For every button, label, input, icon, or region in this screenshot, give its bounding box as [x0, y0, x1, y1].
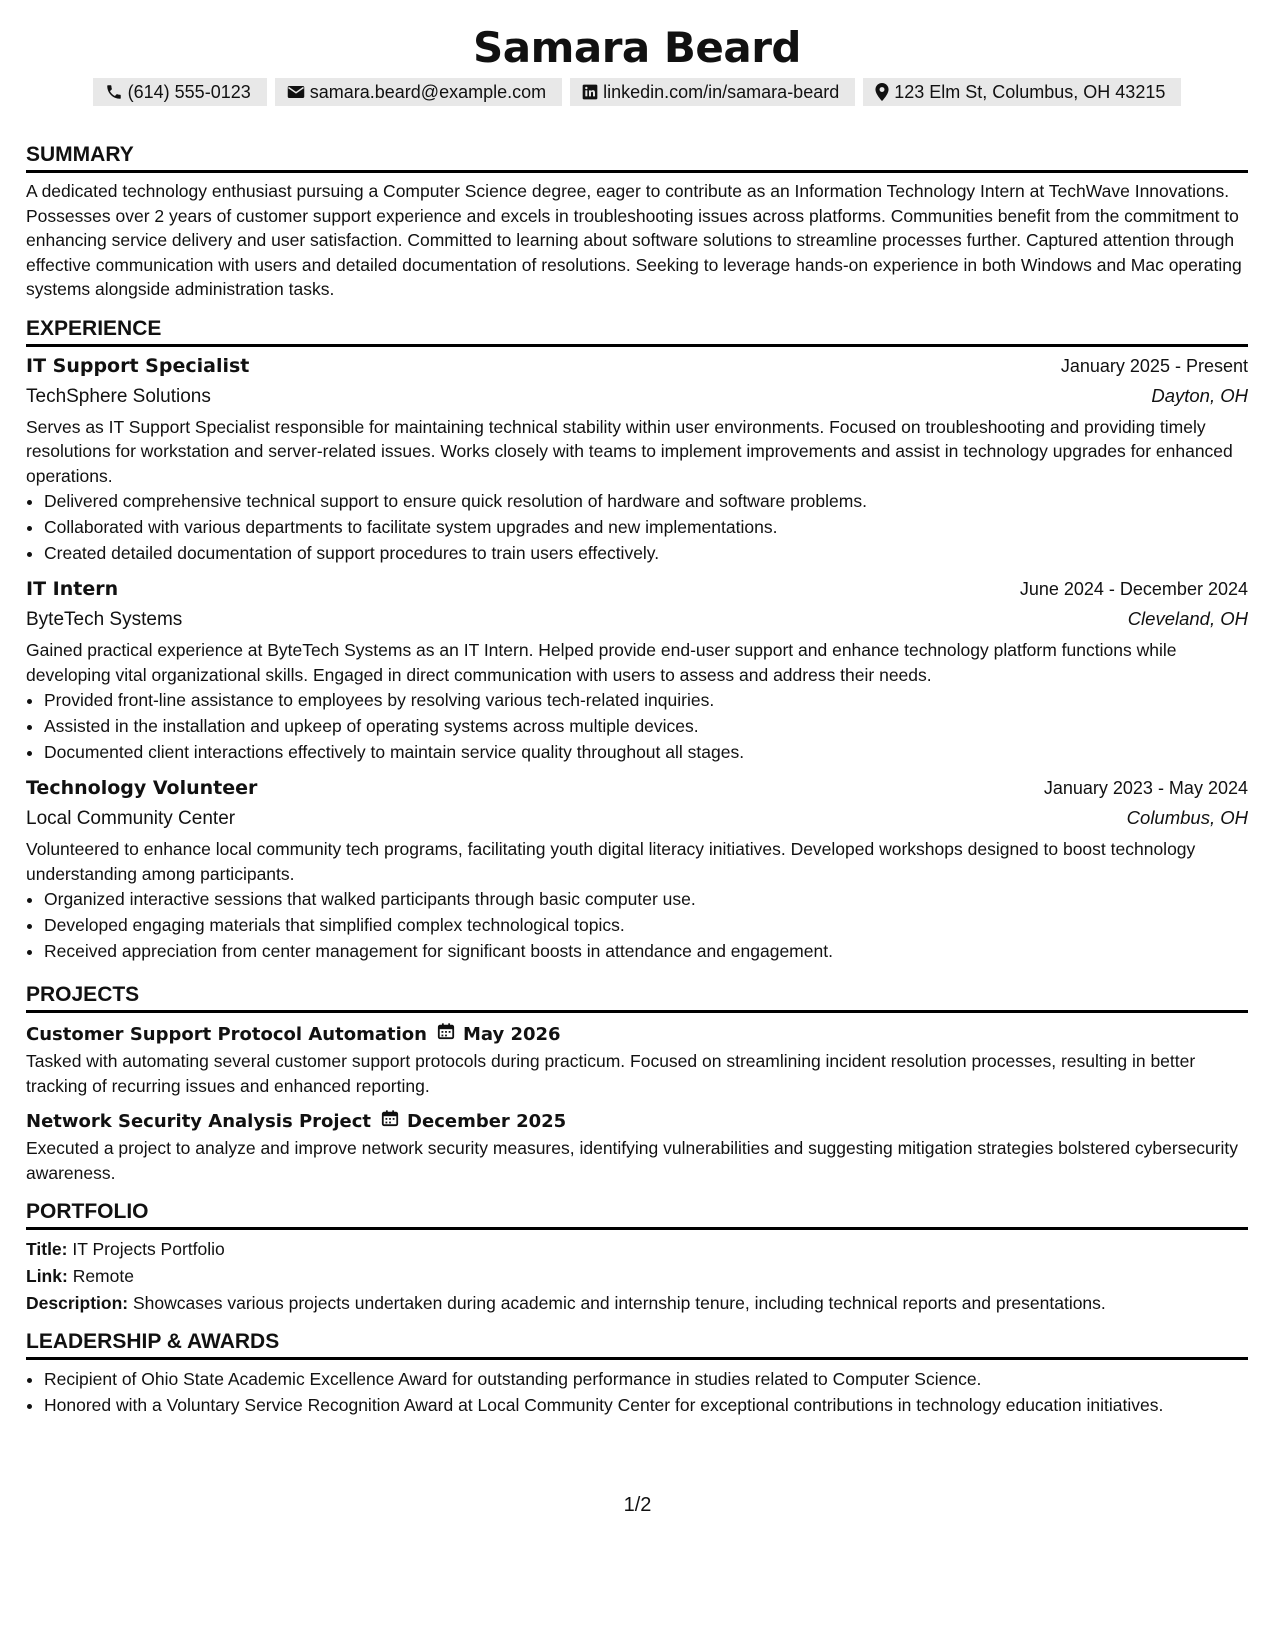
job-location: Cleveland, OH — [1127, 608, 1248, 629]
project-description: Executed a project to analyze and improve network security measures, identifying vulnerabilities and suggesting mitigation strategies bolstered cybersecurity awareness. — [26, 1138, 1239, 1183]
list-item: • Documented client interactions effectively to maintain service quality throughout all stages. — [44, 739, 1248, 765]
list-item: • Collaborated with various departments to facilitate system upgrades and new implementations. — [44, 514, 1248, 540]
section-title-experience: EXPERIENCE — [26, 316, 1248, 347]
page-number: 1/2 — [623, 1494, 652, 1516]
list-item: • Received appreciation from center management for significant boosts in attendance and engagement. — [44, 938, 1248, 964]
portfolio-link-row — [26, 1263, 1248, 1290]
contact-address — [863, 78, 1181, 106]
project-name: Customer Support Protocol Automation — [26, 1024, 427, 1045]
calendar-icon — [437, 1021, 455, 1049]
contact-linkedin[interactable] — [570, 78, 855, 106]
list-item: • Organized interactive sessions that walked participants through basic computer use. — [44, 886, 1248, 912]
list-item: • Developed engaging materials that simplified complex technological topics. — [44, 912, 1248, 938]
job-dates: June 2024 - December 2024 — [1019, 579, 1248, 599]
job-bullets — [26, 687, 1248, 765]
envelope-icon — [287, 84, 305, 100]
map-pin-icon — [875, 83, 889, 101]
portfolio-title-row — [26, 1236, 1248, 1263]
job-entry — [26, 574, 1248, 765]
portfolio-title-value: IT Projects Portfolio — [72, 1239, 225, 1259]
candidate-name: Samara Beard — [473, 23, 801, 72]
job-title: IT Support Specialist — [26, 354, 250, 377]
calendar-icon — [381, 1108, 399, 1136]
projects-section — [26, 982, 1248, 1185]
list-item: • Honored with a Voluntary Service Recognition Award at Local Community Center for exceptional contributions in technology education initiatives. — [44, 1392, 1248, 1418]
job-company: Local Community Center — [26, 808, 236, 829]
phone-text: (614) 555-0123 — [127, 82, 251, 102]
portfolio-description-label: Description: — [26, 1293, 129, 1313]
job-dates: January 2023 - May 2024 — [1043, 778, 1248, 798]
portfolio-description-value: Showcases various projects undertaken during academic and internship tenure, including technical reports and presentations. — [132, 1293, 1106, 1313]
job-description: Serves as IT Support Specialist responsible for maintaining technical stability within user environments. Focused on troubleshooting and providing timely resolutions for workstation and server-related issues. Works closely with teams to implement improvements and assist in technology upgrades for enhanced operations. — [26, 416, 1233, 486]
job-location: Dayton, OH — [1151, 384, 1248, 406]
experience-section — [26, 316, 1248, 965]
job-dates: January 2025 - Present — [1060, 355, 1248, 376]
portfolio-link-label: Link: — [26, 1266, 68, 1286]
job-location: Columbus, OH — [1126, 807, 1248, 828]
portfolio-link-value[interactable]: Remote — [72, 1266, 134, 1286]
contact-bar — [26, 78, 1248, 106]
list-item: • Created detailed documentation of support procedures to train users effectively. — [44, 540, 1248, 566]
contact-email[interactable] — [275, 78, 562, 106]
section-title-projects: PROJECTS — [26, 982, 1248, 1013]
portfolio-description-row — [26, 1290, 1248, 1317]
address-text: 123 Elm St, Columbus, OH 43215 — [894, 82, 1166, 102]
phone-icon — [105, 83, 123, 101]
linkedin-text: linkedin.com/in/samara-beard — [603, 82, 840, 102]
summary-text: A dedicated technology enthusiast pursuing a Computer Science degree, eager to contribute as an Information Technology Intern at TechWave Innovations. Possesses over 2 years of customer support experience and excels in troubleshooting issues across platforms. Communities benefit from the commitment to enhancing service delivery and user satisfaction. Committed to learning about software solutions to streamline processes further. Captured attention through effective communication with users and detailed documentation of resolutions. Seeking to leverage hands-on experience in both Windows and Mac operating systems alongside administration tasks. — [26, 181, 1242, 299]
project-entry — [26, 1021, 1248, 1098]
job-entry — [26, 773, 1248, 964]
project-date: December 2025 — [407, 1111, 567, 1132]
resume-page — [26, 0, 1248, 1418]
job-entry — [26, 351, 1248, 567]
job-title: IT Intern — [26, 578, 119, 600]
email-text: samara.beard@example.com — [309, 82, 547, 102]
list-item: • Provided front-line assistance to employees by resolving various tech-related inquiries. — [44, 687, 1248, 713]
job-description: Gained practical experience at ByteTech Systems as an IT Intern. Helped provide end-user support and enhance technology platform functions while developing vital organizational skills. Engaged in direct communication with users to assess and address their needs. — [26, 640, 1177, 685]
list-item: • Recipient of Ohio State Academic Excellence Award for outstanding performance in studies related to Computer Science. — [44, 1366, 1248, 1392]
portfolio-section — [26, 1199, 1248, 1317]
linkedin-icon — [582, 84, 598, 100]
job-description: Volunteered to enhance local community tech programs, facilitating youth digital literacy initiatives. Developed workshops designed to boost technology understanding among participants. — [26, 839, 1196, 884]
summary-section — [26, 142, 1248, 302]
job-title: Technology Volunteer — [26, 777, 258, 799]
leadership-section — [26, 1329, 1248, 1418]
list-item: • Assisted in the installation and upkeep of operating systems across multiple devices. — [44, 713, 1248, 739]
project-name: Network Security Analysis Project — [26, 1111, 372, 1132]
project-entry — [26, 1108, 1248, 1185]
section-title-leadership: LEADERSHIP & AWARDS — [26, 1329, 1248, 1360]
section-title-summary: SUMMARY — [26, 142, 1248, 173]
project-date: May 2026 — [462, 1024, 561, 1045]
job-bullets — [26, 886, 1248, 964]
job-bullets — [26, 488, 1248, 566]
job-company: ByteTech Systems — [26, 609, 183, 630]
project-description: Tasked with automating several customer support protocols during practicum. Focused on streamlining incident resolution processes, resulting in better tracking of recurring issues and enhanced reporting. — [26, 1051, 1196, 1096]
awards-list — [26, 1366, 1248, 1418]
portfolio-title-label: Title: — [26, 1239, 68, 1259]
list-item: • Delivered comprehensive technical support to ensure quick resolution of hardware and software problems. — [44, 488, 1248, 514]
job-company: TechSphere Solutions — [26, 385, 211, 407]
contact-phone — [93, 78, 267, 106]
section-title-portfolio: PORTFOLIO — [26, 1199, 1248, 1230]
